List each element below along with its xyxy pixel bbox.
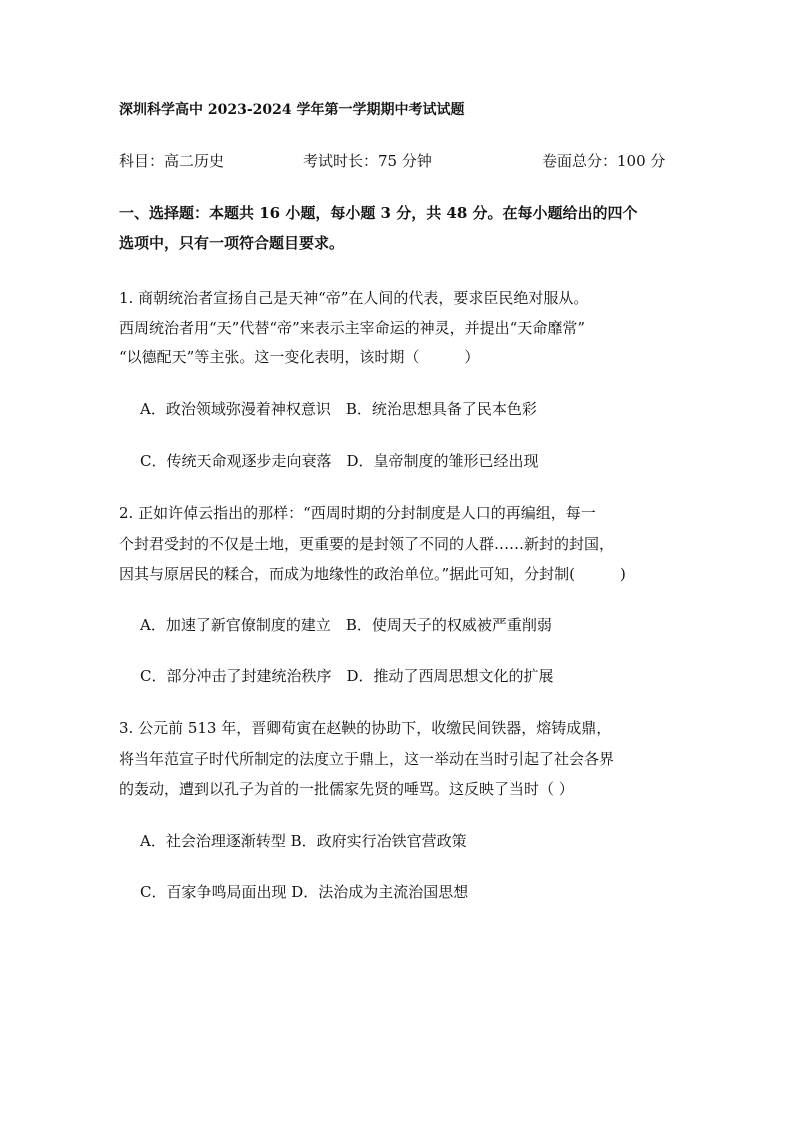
q1-options-line1: A．政治领域弥漫着神权意识 B．统治思想具备了民本色彩 (140, 400, 537, 418)
duration-label: 考试时长：75 分钟 (303, 152, 432, 170)
q1-stem-line2: 西周统治者用“天”代替“帝”来表示主宰命运的神灵，并提出“天命靡常” (119, 319, 586, 337)
q2-options-line2: C．部分冲击了封建统治秩序 D．推动了西周思想文化的扩展 (140, 667, 554, 685)
q3-stem-line1: 3. 公元前 513 年，晋卿荀寅在赵鞅的协助下，收缴民间铁器，熔铸成鼎， (119, 719, 612, 737)
exam-title: 深圳科学高中 2023-2024 学年第一学期期中考试试题 (119, 102, 465, 118)
q2-stem-line1: 2. 正如许倬云指出的那样：“西周时期的分封制度是人口的再编组，每一 (119, 504, 596, 522)
q3-options-line1: A．社会治理逐渐转型 B．政府实行冶铁官营政策 (140, 832, 467, 850)
q2-stem-line2: 个封君受封的不仅是土地，更重要的是封领了不同的人群……新封的封国， (119, 535, 615, 553)
section-heading-line1: 一、选择题：本题共 16 小题，每小题 3 分，共 48 分。在每小题给出的四个 (119, 204, 638, 222)
q2-stem-line3: 因其与原居民的糅合，而成为地缘性的政治单位。”据此可知，分封制( ) (119, 565, 626, 583)
q2-options-line1: A．加速了新官僚制度的建立 B．使周天子的权威被严重削弱 (140, 616, 552, 634)
section-heading-line2: 选项中，只有一项符合题目要求。 (119, 234, 345, 252)
total-score-label: 卷面总分：100 分 (542, 152, 666, 170)
q1-stem-line3: “以德配天”等主张。这一变化表明，该时期（ ） (119, 348, 480, 366)
q3-options-line2: C．百家争鸣局面出现 D．法治成为主流治国思想 (140, 883, 469, 901)
q1-stem-line1: 1. 商朝统治者宣扬自己是天神“帝”在人间的代表，要求臣民绝对服从。 (119, 289, 589, 307)
q3-stem-line3: 的轰动，遭到以孔子为首的一批儒家先贤的唾骂。这反映了当时（ ） (119, 780, 574, 798)
q3-stem-line2: 将当年范宣子时代所制定的法度立于鼎上，这一举动在当时引起了社会各界 (119, 750, 615, 768)
subject-label: 科目：高二历史 (119, 152, 225, 170)
q1-options-line2: C．传统天命观逐步走向衰落 D．皇帝制度的雏形已经出现 (140, 452, 539, 470)
